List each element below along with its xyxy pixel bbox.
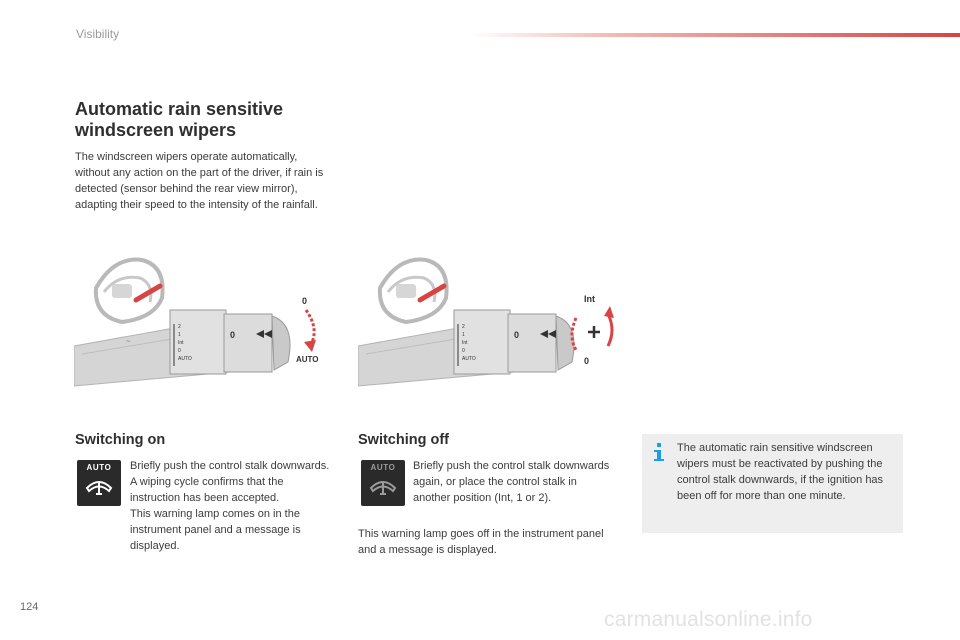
stalk-mark: Int <box>178 340 184 346</box>
instruction-text: This warning lamp comes on in the instrument panel and a message is displayed. <box>130 508 301 552</box>
switching-off-text: Briefly push the control stalk downwards again, or place the control stalk in another position (Int, 1 or 2). <box>413 460 610 504</box>
lamp-label: AUTO <box>86 463 112 472</box>
stalk-mark: 0 <box>178 348 181 354</box>
stalk-mark: 1 <box>178 332 181 338</box>
stalk-pointer <box>136 286 160 300</box>
plus-icon <box>588 326 600 338</box>
ring-label: 0 <box>514 330 520 340</box>
instruction-text: Briefly push the control stalk downwards. <box>130 460 330 472</box>
upward-arrow-icon <box>608 314 612 346</box>
switching-off-title: Switching off <box>358 432 450 448</box>
stalk-illustration-auto-on <box>74 254 336 390</box>
wiper-icon <box>84 474 114 498</box>
info-icon <box>652 442 666 462</box>
switching-off-note: This warning lamp goes off in the instrument panel and a message is displayed. <box>358 528 604 556</box>
stalk-illustration-auto-off <box>358 254 620 390</box>
wiper-icon <box>368 474 398 498</box>
ring-label: 0 <box>230 330 236 340</box>
page-number: 124 <box>20 601 39 613</box>
section-label: Visibility <box>76 27 120 41</box>
stalk-mark: 0 <box>462 348 465 354</box>
auto-warning-lamp-on <box>77 460 121 506</box>
position-label-top: Int <box>584 294 595 304</box>
stalk-mark: 2 <box>178 324 181 330</box>
switching-on-title: Switching on <box>75 432 166 448</box>
info-text: The automatic rain sensitive windscreen wipers must be reactivated by pushing the control stalk downwards, if the ignition has been off for more than one minute. <box>677 442 884 502</box>
stalk-pointer <box>420 286 444 300</box>
page-title: Automatic rain sensitive windscreen wipers <box>75 99 284 140</box>
position-label-bottom: 0 <box>584 356 590 366</box>
svg-text:~: ~ <box>126 337 131 346</box>
stalk-mark: 1 <box>462 332 465 338</box>
header-accent-bar <box>470 33 960 37</box>
stalk-mark: AUTO <box>462 356 476 362</box>
intro-paragraph: The windscreen wipers operate automatically, without any action on the part of the driver, if rain is detected (sensor behind the rear view mirror), adapting their speed to the intensity of the rainfall. <box>75 151 324 211</box>
lamp-label: AUTO <box>370 463 396 472</box>
switching-on-text <box>130 458 330 554</box>
instruction-text: A wiping cycle confirms that the instruction has been accepted. <box>130 476 284 504</box>
position-label-bottom: AUTO <box>296 355 319 364</box>
auto-warning-lamp-off <box>361 460 405 506</box>
position-label-top: 0 <box>302 296 308 306</box>
stalk-mark: AUTO <box>178 356 192 362</box>
stalk-mark: 2 <box>462 324 465 330</box>
watermark-text: carmanualsonline.info <box>604 608 813 631</box>
stalk-mark: Int <box>462 340 468 346</box>
